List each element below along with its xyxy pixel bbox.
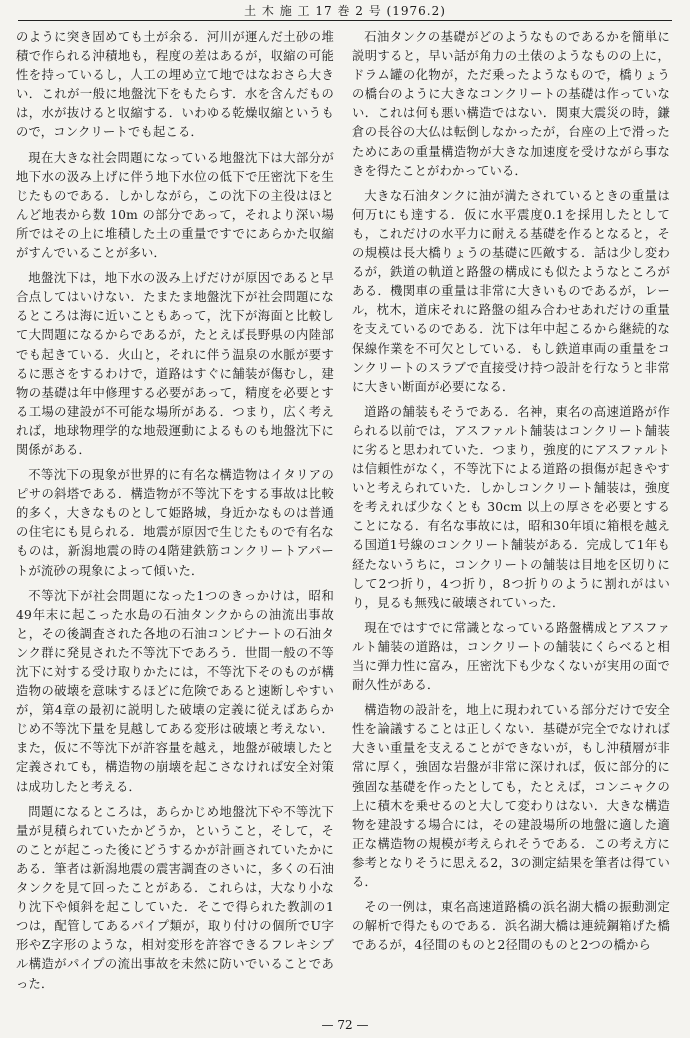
paragraph: のように突き固めても土が余る．河川が運んだ土砂の堆積で作られる沖積地も，程度の差はあるが，収縮の可能性を持っているし，人工の埋め立て地ではなおさら大きい．これが一般に地盤沈下をもたらす．水を含んだものは，水が抜けると収縮する．いわゆる乾燥収縮というもので，コンクリートでも起こる． bbox=[16, 30, 334, 140]
paragraph: 地盤沈下は，地下水の汲み上げだけが原因であると早合点してはいけない．たまたま地盤沈下が社会問題になるところは海に近いこともあって，沈下が海面と比較して大問題になるからであるが，たとえば長野県の内陸部でも起きている．火山と，それに伴う温泉の水脈が要するに悪さをするわけで，道路はすぐに舗装が傷むし，建物の基礎は年中修理する必要があって，精度を必要とする工場の建設が不可能な場所がある．つまり，広く考えれば，地球物理学的な地殻運動によるものも地盤沈下に関係がある． bbox=[16, 271, 334, 457]
paragraph: 構造物の設計を，地上に現われている部分だけで安全性を論議することは正しくない．基礎が完全でなければ大きい重量を支えることができないが，もし沖積層が非常に厚く，強固な岩盤が非常に深ければ，仮に部分的に強固な基礎を作ったとしても，たとえば，コンニャクの上に積木を乗せるのと大して変わりはない．大きな構造物を建設する場合には，その建設場所の地盤に適した適正な構造物の規模が考えられそうである．この考え方に参考となりそうに思える2，3の測定結果を筆者は得ている． bbox=[352, 703, 670, 890]
paragraph: 不等沈下の現象が世界的に有名な構造物はイタリアのピサの斜塔である．構造物が不等沈下をする事故は比較的多く，大きなものとして姫路城，身近かなものは普通の住宅にも見られる．地震が原因で生じたもので有名なものは，新潟地震の時の4階建鉄筋コンクリートアパートが流砂の現象によって傾いた． bbox=[16, 468, 334, 578]
paragraph: 道路の舗装もそうである．名神，東名の高速道路が作られる以前では，アスファルト舗装はコンクリート舗装に劣ると思われていた．つまり，強度的にアスファルトは信頼性がなく，不等沈下による道路の損傷が起きやすいと考えられていた．しかしコンクリート舗装は，強度を考えれば少なくとも 30cm 以上の厚さを必要とすることになる．有名な事故には，昭和30年頃に箱根を越える国道1号線のコンクリート舗装がある．完成して1年も経たないうちに，コンクリートの舗装は目地を区切りにして2つ折り，4つ折り，8つ折りのように割れがはいり，見るも無残に破壊されていった． bbox=[352, 404, 670, 610]
right-column bbox=[352, 28, 670, 961]
paragraph: 現在ではすでに常識となっている路盤構成とアスファルト舗装の道路は，コンクリートの舗装にくらべると相当に弾力性に富み，圧密沈下も少なくないが実用の面で耐久性がある． bbox=[352, 620, 670, 693]
paragraph: その一例は，東名高速道路橋の浜名湖大橋の振動測定の解析で得たものである．浜名湖大橋は連続鋼箱げた橋であるが，4径間のものと2径間のものと2つの橋から bbox=[352, 900, 670, 953]
paragraph: 不等沈下が社会問題になった1つのきっかけは，昭和49年末に起こった水島の石油タンクからの油流出事故と，その後調査された各地の石油コンビナートの石油タンク群に発見された不等沈下であろう．世間一般の不等沈下に対する受け取りかたには，不等沈下そのものが構造物の破壊を意味するほどに危険であると速断しやすいが，第4章の最初に説明した破壊の定義に従えばあらかじめ不等沈下量を見越してある変形は破壊と考えない．また，仮に不等沈下が許容量を越え，地盤が破壊したと定義されても，構造物の崩壊を起こさなければ安全対策は成功したと考える． bbox=[16, 588, 334, 794]
left-column bbox=[16, 28, 334, 1000]
page-number: — 72 — bbox=[321, 1018, 369, 1032]
paragraph: 現在大きな社会問題になっている地盤沈下は大部分が地下水の汲み上げに伴う地下水位の低下で圧密沈下を生じたものである．しかしながら，この沈下の主役はほとんど地表から数 10m の部分であって，それより深い場所ではその上に堆積した土の重量ですでにあらかた収縮がすんでいることが多い． bbox=[16, 150, 334, 261]
paragraph: 問題になるところは，あらかじめ地盤沈下や不等沈下量が見積られていたかどうか，ということ，そして，そのことが起こった後にどうするかが計画されていたかにある．筆者は新潟地震の震害調査のさいに，多くの石油タンクを見て回ったことがある．これらは，大なり小なり沈下や傾斜を起こしていた．そこで得られた教訓の1つは，配管してあるパイプ類が，取り付けの個所でU字形やZ字形のような，相対変形を許容できるフレキシブル構造がパイプの流出事故を未然に防いでいることであった． bbox=[16, 804, 334, 991]
paragraph: 石油タンクの基礎がどのようなものであるかを簡単に説明すると，早い話が角力の土俵のようなものの上に，ドラム罐の化物が，ただ乗ったようなもので，橋りょうの橋台のように大きなコンクリートの基礎は作っていない．これは何も悪い構造ではない．関東大震災の時，鎌倉の長谷の大仏は転倒しなかったが，台座の上で滑ったためにあの重量構造物が大きな加速度を受けながら事なきを得たことがわかっている． bbox=[352, 30, 670, 178]
paragraph: 大きな石油タンクに油が満たされているときの重量は何万tにも達する．仮に水平震度0.1を採用したとしても，これだけの水平力に耐える基礎を作るとなると，その規模は長大橋りょうの基礎に匹敵する．話は少し変わるが，鉄道の軌道と路盤の構成にも似たようなところがある．機関車の重量は非常に大きいものであるが，レール，枕木，道床それに路盤の組み合わせあれだけの重量を支えているのである．沈下は年中起こるから継続的な保線作業を不可欠としている．もし鉄道車両の重量をコンクリートのスラブで直接受け持つ設計を行なうと非常に大きい断面が必要になる． bbox=[352, 188, 670, 394]
header-rule bbox=[18, 20, 672, 21]
running-header: 土 木 施 工 17 巻 2 号 (1976.2) bbox=[244, 4, 446, 18]
